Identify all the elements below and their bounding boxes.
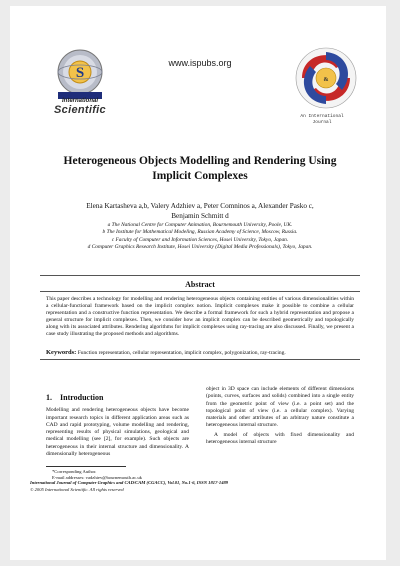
footnote-rule	[46, 466, 126, 467]
journal-citation: International Journal of Computer Graphics and CAD/CAM (CGACC), Vol.01, No.1-6, ISSN 1817-1489	[30, 480, 229, 485]
section-title: Introduction	[60, 393, 104, 402]
affiliation-c: c Faculty of Computer and Information Sciences, Hosei University, Tokyo, Japan.	[111, 236, 289, 243]
logo-text-an-international-journal	[290, 114, 354, 126]
international-scientific-logo	[44, 48, 116, 100]
keywords-text: Function representation, cellular representation, implicit complex, polygonization, ray-tracing.	[77, 350, 286, 356]
section-heading-introduction	[46, 394, 189, 401]
left-column	[46, 394, 189, 458]
right-column-text: object in 3D space can include elements of different dimensions (points, curves, surfaces and solids) combined into a single entity from the geometric point of view (i.e. a point set) and the topological point of view (i.e. a cellular complex). Varying materials and other attributes of an arbitrary nature constitute a heterogeneous internal structure.	[206, 386, 354, 429]
abstract-bottom-rule	[40, 359, 360, 360]
footnote-corresponding-author: *Corresponding Author.	[52, 469, 97, 474]
affiliation-d: d Computer Graphics Research Institute, Hosei University (Digital Media Professionals), Tokyo, Japan.	[87, 243, 313, 250]
affiliation-list	[30, 222, 370, 251]
abstract-heading: Abstract	[185, 280, 215, 289]
left-column-text: Modelling and rendering heterogeneous objects have become important research topics in different application areas such as CAD and rapid prototyping, volume modelling and rendering, representing results of physical simulations, geological and medical modelling (see [2], for example). Such objects are heterogeneous in their internal structure and dimensionality. A dimensionally heterogeneous	[46, 407, 189, 458]
keywords-line	[46, 349, 366, 357]
author-list	[30, 201, 370, 221]
footnote-email[interactable]: E-mail addresses: vadzhiev@bournemouth.ac.uk	[52, 475, 142, 480]
section-number: 1.	[46, 393, 52, 402]
right-column	[206, 386, 354, 446]
logo-text-international: International	[61, 98, 98, 104]
right-column-text-2: A model of objects with fixed dimensionality and heterogeneous internal structure	[206, 431, 354, 446]
authors-line-1: Elena Kartasheva a,b, Valery Adzhiev a, Peter Comninos a, Alexander Pasko c,	[86, 202, 314, 210]
affiliation-a: a The National Centre for Computer Animation, Bournemouth University, Poole, UK.	[107, 222, 293, 228]
title-line-1: Heterogeneous Objects Modelling and Rendering Using	[63, 155, 337, 167]
affiliation-b: b The Institute for Mathematical Modeling, Russian Academy of Science, Moscow, Russia.	[102, 229, 298, 236]
abstract-top-rule	[40, 275, 360, 276]
journal-url[interactable]: www.ispubs.org	[168, 58, 232, 68]
authors-line-2: Benjamin Schmitt d	[171, 212, 229, 220]
copyright-notice: © 2005 International Scientific. All rights reserved	[30, 486, 124, 492]
journal-footer	[30, 480, 370, 493]
logo-text-line-2: Journal	[312, 120, 332, 125]
title-line-2: Implicit Complexes	[152, 170, 248, 182]
svg-text:S: S	[75, 65, 85, 81]
keywords-label: Keywords:	[46, 349, 77, 356]
svg-text:&: &	[323, 77, 329, 83]
cgacc-journal-logo	[292, 44, 360, 114]
logo-text-line-1: An International	[300, 114, 344, 119]
paper-title	[30, 154, 370, 184]
abstract-heading-rule	[40, 291, 360, 292]
abstract-text: This paper describes a technology for modelling and rendering heterogeneous objects containing entities of various dimensionalities within a cellular-functional framework based on the implicit complex notion. Implicit complexes make it possible to combine a cellular representation and a constructive function representation. We describe a formal framework for such a hybrid representation and propose a general structure for implicit complexes. Then, we consider how an implicit complex can be described geometrically and topologically along with its associated attributes. Rendering algorithms for implicit complexes using ray-tracing are also discussed. Finally, we present a case study illustrating the proposed methods and algorithms.	[46, 296, 354, 338]
logo-text-scientific: Scientific	[54, 104, 106, 116]
